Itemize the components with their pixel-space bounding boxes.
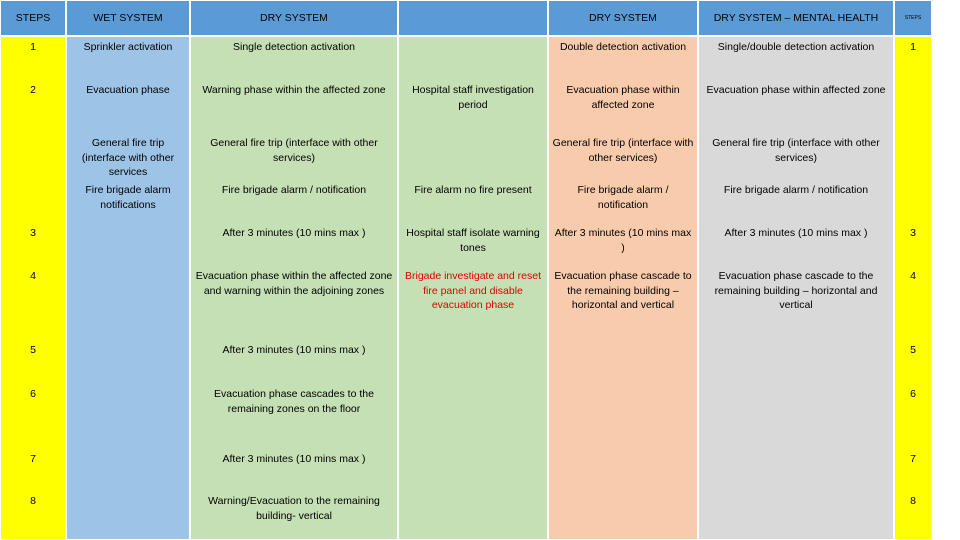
cell-dry3-row-2: Evacuation phase within affected zone: [566, 84, 680, 111]
cell-wet-row-4: Fire brigade alarm notifications: [85, 184, 171, 211]
header-steps-right: STEPS: [894, 0, 932, 36]
cell-dry2-row-5: Hospital staff isolate warning tones: [406, 227, 540, 254]
cell-mental-row-1: Single/double detection activation: [717, 41, 875, 53]
cell-dry1-row-3: General fire trip (interface with other services): [210, 137, 378, 164]
cell-right-row-5: 3: [910, 227, 916, 239]
header-dry-system: DRY SYSTEM: [190, 0, 398, 36]
header-mental-health: DRY SYSTEM – MENTAL HEALTH: [698, 0, 894, 36]
cell-wet-row-1: Sprinkler activation: [83, 41, 173, 53]
cell-mental-row-4: Fire brigade alarm / notification: [723, 184, 869, 196]
cell-dry2-row-4: Fire alarm no fire present: [414, 184, 532, 196]
cell-mental-row-5: After 3 minutes (10 mins max ): [724, 227, 868, 239]
cell-step-row-2: 2: [30, 84, 36, 96]
cell-dry1-row-4: Fire brigade alarm / notification: [221, 184, 367, 196]
cell-mental-row-2: Evacuation phase within affected zone: [706, 84, 886, 96]
cell-right-row-9: 7: [910, 453, 916, 465]
cell-right-row-8: 6: [910, 388, 916, 400]
cell-dry1-row-10: Warning/Evacuation to the remaining building- vertical: [208, 495, 380, 522]
cell-step-row-6: 4: [30, 270, 36, 282]
cell-dry1-row-7: After 3 minutes (10 mins max ): [222, 344, 366, 356]
cell-right-row-6: 4: [910, 270, 916, 282]
cell-dry1-row-8: Evacuation phase cascades to the remaining zones on the floor: [214, 388, 374, 415]
cell-right-row-7: 5: [910, 344, 916, 356]
cell-step-row-10: 8: [30, 495, 36, 507]
cell-dry3-row-5: After 3 minutes (10 mins max ): [554, 227, 692, 254]
cell-step-row-8: 6: [30, 388, 36, 400]
cell-step-row-7: 5: [30, 344, 36, 356]
cell-dry3-row-1: Double detection activation: [559, 41, 687, 53]
cell-dry1-row-9: After 3 minutes (10 mins max ): [222, 453, 366, 465]
cell-dry3-row-6: Evacuation phase cascade to the remaining building – horizontal and vertical: [554, 270, 692, 311]
cell-dry3-row-4: Fire brigade alarm / notification: [577, 184, 669, 211]
cell-wet-row-2: Evacuation phase: [86, 84, 170, 96]
cell-dry2-row-6: Brigade investigate and reset fire panel and disable evacuation phase: [404, 270, 541, 311]
header-dry-system-3: DRY SYSTEM: [548, 0, 698, 36]
cell-step-row-9: 7: [30, 453, 36, 465]
header-steps: STEPS: [0, 0, 66, 36]
header-dry-system-2: [398, 0, 548, 36]
cell-wet-row-3: General fire trip (interface with other services: [81, 137, 175, 178]
cell-dry1-row-1: Single detection activation: [233, 41, 355, 53]
cell-right-row-10: 8: [910, 495, 916, 507]
cell-dry3-row-3: General fire trip (interface with other services): [552, 137, 694, 164]
wet-system-column-bg: [66, 36, 190, 540]
header-wet-system: WET SYSTEM: [66, 0, 190, 36]
cell-dry1-row-5: After 3 minutes (10 mins max ): [222, 227, 366, 239]
cell-dry2-row-2: Hospital staff investigation period: [412, 84, 534, 111]
cell-step-row-5: 3: [30, 227, 36, 239]
cell-mental-row-6: Evacuation phase cascade to the remaining building – horizontal and vertical: [714, 270, 878, 311]
cell-dry1-row-6: Evacuation phase within the affected zone and warning within the adjoining zones: [195, 270, 393, 297]
cell-right-row-1: 1: [910, 41, 916, 53]
cell-dry1-row-2: Warning phase within the affected zone: [202, 84, 386, 96]
cell-step-row-1: 1: [30, 41, 36, 53]
cell-mental-row-3: General fire trip (interface with other services): [712, 137, 880, 164]
